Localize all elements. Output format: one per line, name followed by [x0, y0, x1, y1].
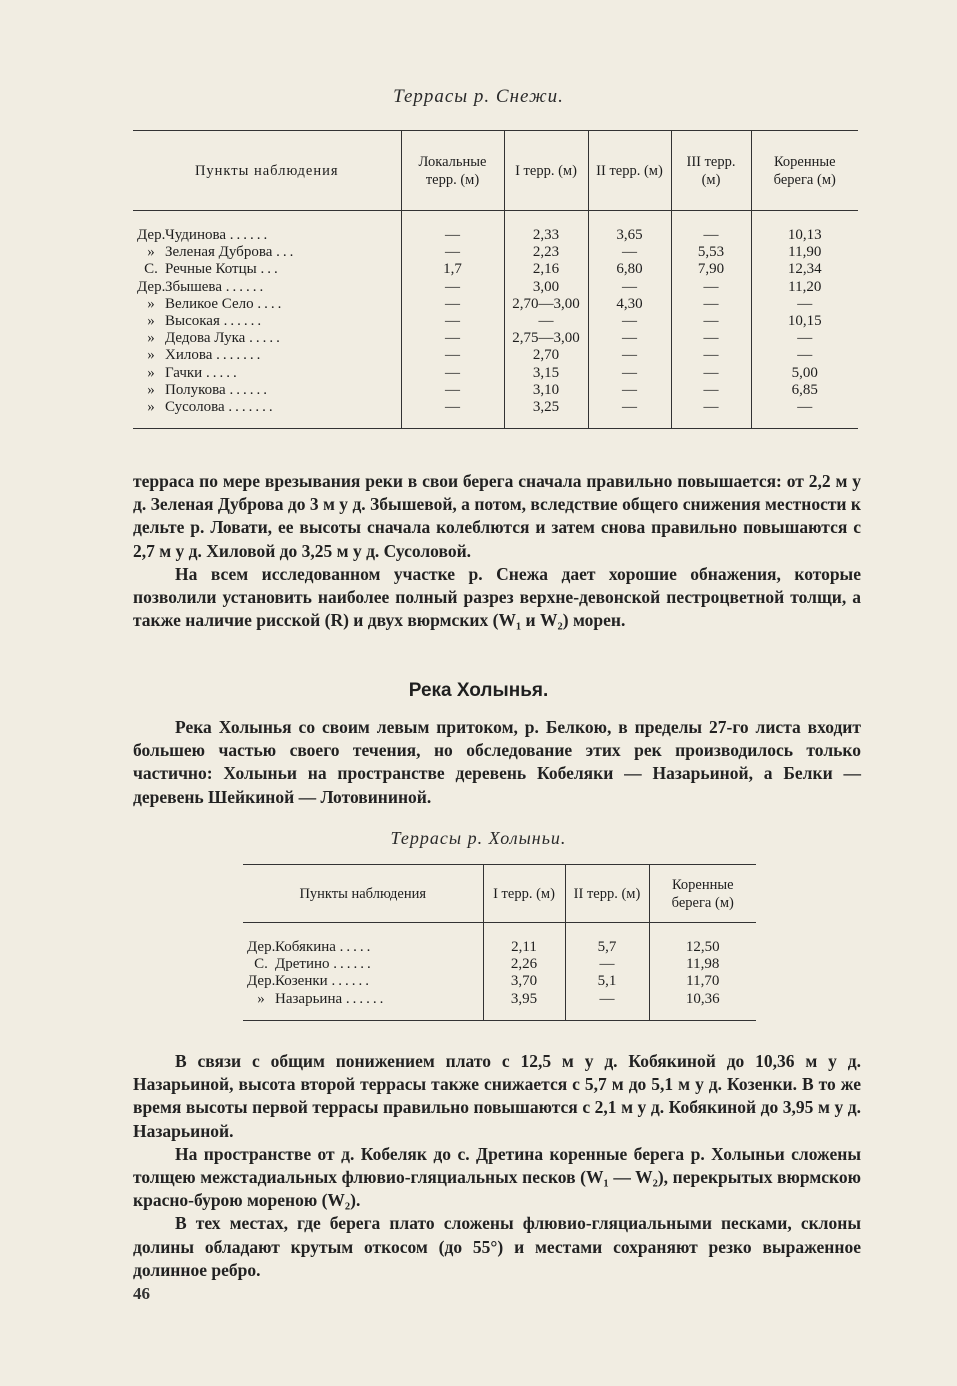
leader-dots: ......: [223, 313, 265, 330]
settlement-name: Гачки: [165, 364, 203, 381]
header-cell: I терр. (м): [504, 131, 588, 211]
value-cell: 11,70: [649, 973, 756, 990]
settlement-prefix: Дер.: [137, 278, 166, 295]
value-cell: 3,65: [588, 227, 671, 244]
value-cell: 2,16: [504, 261, 588, 278]
value-cell: 1,7: [401, 261, 504, 278]
value-cell: 11,98: [649, 956, 756, 973]
table-row: [133, 365, 858, 382]
value-cell: —: [751, 399, 858, 416]
header-cell: III терр. (м): [671, 131, 751, 211]
value-cell: 5,53: [671, 244, 751, 261]
settlement-prefix: »: [257, 990, 265, 1007]
value-cell: —: [588, 330, 671, 347]
leader-dots: .......: [228, 399, 276, 416]
value-cell: —: [671, 330, 751, 347]
leader-dots: ......: [345, 990, 387, 1007]
table-row: [133, 296, 858, 313]
text-block-3: [133, 1050, 861, 1282]
leader-dots: ......: [333, 956, 374, 973]
location-cell: [133, 227, 401, 244]
settlement-prefix: Дер.: [247, 973, 276, 990]
leader-dots: ......: [229, 227, 271, 243]
location-cell: [133, 296, 401, 313]
value-cell: —: [401, 347, 504, 364]
value-cell: 2,70—3,00: [504, 296, 588, 313]
value-cell: —: [401, 313, 504, 330]
settlement-name: Великое Село: [165, 295, 254, 312]
page-number: 46: [133, 1284, 150, 1303]
table-row: [133, 244, 858, 261]
settlement-name: Высокая: [165, 313, 220, 330]
settlement-prefix: »: [147, 295, 155, 312]
table-row: [133, 399, 858, 416]
settlement-name: Хилова: [165, 347, 213, 364]
value-cell: —: [588, 313, 671, 330]
header-cell: Коренные берега (м): [649, 865, 756, 923]
leader-dots: ......: [331, 973, 372, 990]
value-cell: —: [588, 347, 671, 364]
settlement-prefix: Дер.: [137, 227, 166, 243]
value-cell: 6,85: [751, 382, 858, 399]
location-cell: [243, 939, 483, 956]
value-cell: —: [671, 227, 751, 244]
paragraph: В тех местах, где берега плато сложены флювио-гляциальными песками, склоны долины обладают крутым откосом (до 55°) и местами сохраняют резко выраженное долинное ребро.: [133, 1213, 861, 1280]
value-cell: —: [671, 399, 751, 416]
value-cell: —: [401, 399, 504, 416]
leader-dots: ......: [229, 381, 270, 398]
table2-caption: Террасы р. Холыньи.: [390, 828, 567, 848]
value-cell: —: [401, 296, 504, 313]
table2-body: [243, 939, 756, 1020]
location-cell: [133, 347, 401, 364]
section-heading: Река Холынья.: [408, 680, 549, 701]
settlement-prefix: »: [147, 313, 155, 330]
settlement-name: Дедова Лука: [165, 330, 246, 347]
value-cell: 2,70: [504, 347, 588, 364]
value-cell: —: [401, 279, 504, 296]
value-cell: 6,80: [588, 261, 671, 278]
leader-dots: .......: [216, 347, 264, 364]
leader-dots: ....: [257, 295, 285, 312]
value-cell: 10,15: [751, 313, 858, 330]
value-cell: 12,50: [649, 939, 756, 956]
value-cell: —: [588, 382, 671, 399]
value-cell: 10,13: [751, 227, 858, 244]
settlement-prefix: »: [147, 399, 155, 416]
value-cell: —: [671, 347, 751, 364]
settlement-name: Збышева: [165, 278, 222, 295]
value-cell: 2,75—3,00: [504, 330, 588, 347]
location-cell: [133, 330, 401, 347]
location-cell: [133, 382, 401, 399]
value-cell: 2,11: [483, 939, 565, 956]
value-cell: 12,34: [751, 261, 858, 278]
paragraph: В связи с общим понижением плато с 12,5 м у д. Кобякиной до 10,36 м у д. Назарьиной, высота второй террасы также снижается с 5,7 м до 5,1 м у д. Козенки. В то же время высоты первой террасы правильно повышаются с 2,1 м у д. Кобякиной до 3,95 м у д. Назарьиной.: [133, 1051, 861, 1141]
location-cell: [133, 261, 401, 278]
value-cell: —: [671, 313, 751, 330]
value-cell: —: [401, 382, 504, 399]
header-cell: II терр. (м): [565, 865, 649, 923]
settlement-name: Чудинова: [165, 227, 227, 243]
table-row: [133, 382, 858, 399]
paragraph: На всем исследованном участке р. Снежа дает хорошие обнажения, которые позволили установить наиболее полный разрез верхне-девонской пестроцветной толщи, а также наличие рисской (R) и двух вюрмских (W₁ и W₂) морен.: [133, 563, 861, 631]
value-cell: 5,00: [751, 365, 858, 382]
table-row: [243, 939, 756, 956]
table-row: [133, 261, 858, 278]
value-cell: —: [588, 279, 671, 296]
settlement-name: Козенки: [275, 973, 328, 990]
leader-dots: .....: [249, 330, 283, 347]
paragraph: Река Холынья со своим левым притоком, р. Белкою, в пределы 27-го листа входит большею частью своего течения, но обследование этих рек производилось только частично: Холыньи на пространстве деревень Кобеляки — Назарьиной, а Белки — деревень Шейкиной — Лотовининой.: [133, 717, 861, 807]
table-row: [243, 956, 756, 973]
paragraph: терраса по мере врезывания реки в свои берега сначала правильно повышается: от 2,2 м у д. Зеленая Дуброва до 3 м у д. Збышевой, а потом, вследствие общего снижения местности к дельте р. Ловати, ее высоты сначала колеблются и затем снова правильно повышаются с 2,7 м у д. Хиловой до 3,25 м у д. Сусоловой.: [133, 471, 861, 561]
value-cell: 3,25: [504, 399, 588, 416]
value-cell: 3,70: [483, 973, 565, 990]
value-cell: —: [401, 365, 504, 382]
leader-dots: ......: [225, 278, 267, 295]
settlement-name: Речные Котцы: [165, 261, 257, 278]
settlement-prefix: »: [147, 244, 155, 261]
settlement-name: Полукова: [165, 381, 226, 398]
value-cell: 3,15: [504, 365, 588, 382]
settlement-name: Назарьина: [275, 990, 343, 1007]
table-row: [133, 347, 858, 364]
text-block-1: [133, 470, 861, 632]
value-cell: —: [401, 330, 504, 347]
settlement-prefix: »: [147, 381, 155, 398]
header-cell: Пункты наблюдения: [133, 131, 401, 211]
settlement-prefix: Дер.: [247, 939, 276, 955]
value-cell: —: [401, 244, 504, 261]
value-cell: —: [671, 296, 751, 313]
value-cell: —: [671, 365, 751, 382]
value-cell: —: [565, 991, 649, 1008]
header-cell: Локальные терр. (м): [401, 131, 504, 211]
value-cell: 3,10: [504, 382, 588, 399]
value-cell: 2,23: [504, 244, 588, 261]
leader-dots: .....: [339, 939, 374, 955]
value-cell: 3,00: [504, 279, 588, 296]
value-cell: —: [751, 330, 858, 347]
value-cell: —: [401, 227, 504, 244]
table-kholynya-terraces: [243, 864, 756, 1021]
table-row: [243, 973, 756, 990]
settlement-name: Кобякина: [275, 939, 336, 955]
table1-caption: Террасы р. Снежи.: [393, 86, 564, 107]
leader-dots: .....: [205, 364, 240, 381]
table-row: [133, 313, 858, 330]
location-cell: [133, 279, 401, 296]
location-cell: [243, 973, 483, 990]
value-cell: 7,90: [671, 261, 751, 278]
leader-dots: ...: [276, 244, 297, 261]
table-row: [133, 279, 858, 296]
value-cell: —: [751, 347, 858, 364]
text-block-2: [133, 716, 861, 809]
value-cell: —: [504, 313, 588, 330]
value-cell: —: [588, 399, 671, 416]
value-cell: 3,95: [483, 991, 565, 1008]
value-cell: 11,20: [751, 279, 858, 296]
value-cell: 5,1: [565, 973, 649, 990]
header-cell: II терр. (м): [588, 131, 671, 211]
location-cell: [133, 313, 401, 330]
value-cell: —: [565, 956, 649, 973]
settlement-prefix: »: [147, 347, 155, 364]
table-row: [243, 991, 756, 1008]
header-cell: Коренные берега (м): [751, 131, 858, 211]
settlement-prefix: »: [147, 364, 155, 381]
location-cell: [133, 365, 401, 382]
table1-body: [133, 227, 858, 429]
table-row: [133, 330, 858, 347]
location-cell: [243, 991, 483, 1008]
settlement-name: Сусолова: [165, 399, 225, 416]
paragraph: На пространстве от д. Кобеляк до с. Дретина коренные берега р. Холыньи сложены толщею межстадиальных флювио-гляциальных песков (W₁ — W₂), перекрытых вюрмскою красно-бурою мореною (W₂).: [133, 1143, 861, 1211]
table-snezh-terraces: [133, 130, 858, 429]
value-cell: 2,33: [504, 227, 588, 244]
value-cell: —: [671, 279, 751, 296]
value-cell: —: [671, 382, 751, 399]
header-cell: Пункты наблюдения: [243, 865, 483, 923]
value-cell: —: [588, 365, 671, 382]
value-cell: 10,36: [649, 991, 756, 1008]
value-cell: 2,26: [483, 956, 565, 973]
value-cell: 4,30: [588, 296, 671, 313]
settlement-prefix: С.: [254, 956, 268, 973]
settlement-prefix: С.: [144, 261, 158, 278]
location-cell: [133, 244, 401, 261]
value-cell: 11,90: [751, 244, 858, 261]
settlement-name: Дретино: [275, 956, 330, 973]
value-cell: —: [751, 296, 858, 313]
leader-dots: ...: [260, 261, 281, 278]
location-cell: [243, 956, 483, 973]
location-cell: [133, 399, 401, 416]
header-cell: I терр. (м): [483, 865, 565, 923]
value-cell: 5,7: [565, 939, 649, 956]
settlement-prefix: »: [147, 330, 155, 347]
value-cell: —: [588, 244, 671, 261]
settlement-name: Зеленая Дуброва: [165, 244, 273, 261]
table-row: [133, 227, 858, 244]
